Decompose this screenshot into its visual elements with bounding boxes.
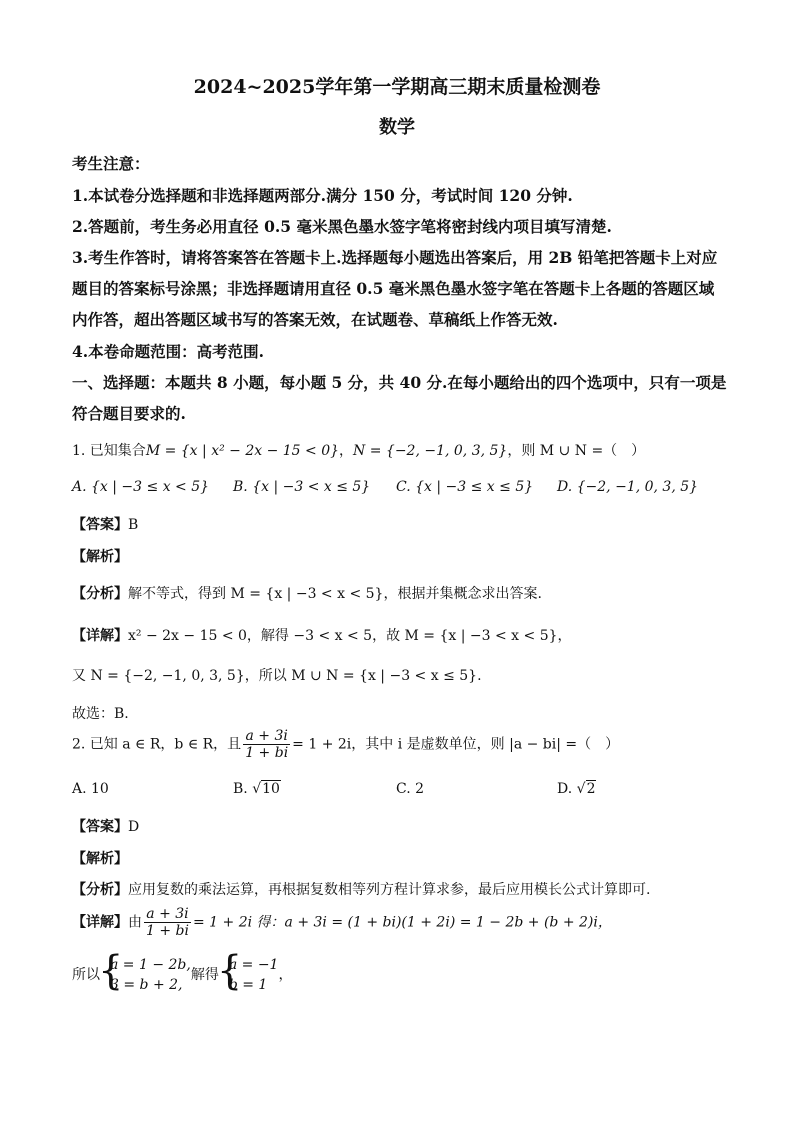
q1-conclusion: 故选：B. [72, 706, 129, 722]
set-n: N = {−2, −1, 0, 3, 5} [353, 443, 508, 459]
equation-system-1 [100, 955, 191, 995]
answer-tag: 【答案】 [72, 819, 128, 835]
fenxi-text: 解不等式，得到 M = {x | −3 < x < 5}，根据并集概念求出答案. [128, 586, 542, 602]
q2-fraction-detail [144, 906, 191, 939]
q2-option-c: C. 2 [396, 781, 425, 797]
q2-fenxi [72, 879, 650, 899]
q1-option-c: C. {x | −3 ≤ x ≤ 5} [396, 479, 534, 495]
sqrt-symbol: √2 [576, 781, 596, 797]
q1-answer [72, 514, 138, 534]
exam-title: 2024~2025学年第一学期高三期末质量检测卷 [193, 76, 601, 98]
q1-fenxi [72, 583, 542, 603]
notice-item-4: 4.本卷命题范围：高考范围. [72, 342, 265, 361]
system-2-eq-2: b = 1 [228, 977, 268, 993]
xiangjie-text-1: x² − 2x − 15 < 0，解得 −3 < x < 5，故 M = {x | −3 < x < 5}， [128, 628, 572, 644]
notice-item-3-cont-1: 题目的答案标号涂黑；非选择题请用直径 0.5 毫米黑色墨水签字笔在答题卡上各题的答题区域 [72, 279, 715, 298]
system-1-eq-1: { a = 1 − 2b, [110, 957, 191, 973]
q2-fraction [243, 728, 290, 761]
section-heading-cont: 符合题目要求的. [72, 404, 186, 423]
q1-xiangjie [72, 625, 572, 645]
radicand: 2 [586, 781, 596, 797]
q2-option-a: A. 10 [72, 781, 109, 797]
notice-item-3-cont-2: 内作答，超出答题区域书写的答案无效，在试题卷、草稿纸上作答无效. [72, 310, 558, 329]
notice-item-1: 1.本试卷分选择题和非选择题两部分.满分 150 分，考试时间 120 分钟. [72, 186, 573, 205]
q1-option-b: B. {x | −3 < x ≤ 5} [233, 479, 371, 495]
q1-analysis-tag [72, 546, 128, 566]
equation-system-2 [219, 955, 279, 995]
notice-item-3: 3.考生作答时，请将答案答在答题卡上.选择题每小题选出答案后，用 2B 铅笔把答题卡上对应 [72, 248, 718, 267]
answer-value: B [128, 517, 139, 533]
option-b-label: B. [233, 781, 248, 797]
system-1-eq-2: 3 = b + 2, [110, 977, 183, 993]
notice-item-2: 2.答题前，考生务必用直径 0.5 毫米黑色墨水签字笔将密封线内项目填写清楚. [72, 217, 612, 236]
section-heading: 一、选择题：本题共 8 小题，每小题 5 分，共 40 分.在每小题给出的四个选项中，只有一项是 [72, 373, 727, 392]
question-2-rest: = 1 + 2i，其中 i 是虚数单位，则 |a − bi| =（ ） [292, 736, 620, 753]
q2-option-b [233, 781, 281, 797]
fenxi-text: 应用复数的乘法运算，再根据复数相等列方程计算求参，最后应用模长公式计算即可. [128, 882, 651, 898]
sqrt-symbol: √10 [252, 781, 280, 797]
question-1-stem [72, 440, 645, 460]
subject-title: 数学 [379, 117, 415, 138]
q2-xiangjie [72, 906, 612, 939]
set-m: M = {x | x² − 2x − 15 < 0} [145, 443, 340, 459]
xiangjie-equation: = 1 + 2i 得：a + 3i = (1 + bi)(1 + 2i) = 1 − 2b + (b + 2)i， [192, 914, 612, 931]
xiangjie-tag: 【详解】 [72, 914, 128, 931]
answer-tag: 【答案】 [72, 517, 128, 533]
fraction-denominator: 1 + bi [245, 745, 289, 761]
q1-sep: ， [339, 443, 354, 459]
q2-answer [72, 816, 139, 836]
fraction-numerator: a + 3i [144, 906, 191, 923]
suoyi-text: 所以 [72, 967, 100, 983]
tail-comma: ， [278, 967, 293, 983]
notice-heading: 考生注意： [72, 154, 150, 173]
q1-option-d: D. {−2, −1, 0, 3, 5} [557, 479, 699, 495]
radicand: 10 [262, 781, 280, 797]
q2-analysis-tag [72, 848, 128, 868]
question-2-prefix: 2. 已知 a ∈ R，b ∈ R，且 [72, 736, 242, 753]
q2-system-solution [72, 955, 292, 995]
system-2-eq-1: { a = −1 [228, 957, 279, 973]
jiede-text: 解得 [190, 967, 219, 983]
q1-option-a: A. {x | −3 ≤ x < 5} [72, 479, 210, 495]
xiangjie-pre: 由 [128, 914, 142, 931]
fraction-denominator: 1 + bi [146, 923, 189, 939]
question-1-prefix: 1. 已知集合 [72, 443, 146, 459]
answer-value: D [128, 819, 140, 835]
q1-xiangjie-cont: 又 N = {−2, −1, 0, 3, 5}，所以 M ∪ N = {x | −3 < x ≤ 5}. [72, 668, 482, 684]
analysis-tag: 【解析】 [72, 851, 128, 867]
question-1-ask: ，则 M ∪ N =（ ） [507, 443, 646, 459]
xiangjie-tag: 【详解】 [72, 628, 128, 644]
analysis-tag: 【解析】 [72, 549, 128, 565]
fenxi-tag: 【分析】 [72, 882, 128, 898]
fenxi-tag: 【分析】 [72, 586, 128, 602]
q2-option-d [557, 781, 596, 797]
fraction-numerator: a + 3i [243, 728, 290, 745]
option-d-label: D. [557, 781, 573, 797]
question-2-stem [72, 728, 619, 761]
